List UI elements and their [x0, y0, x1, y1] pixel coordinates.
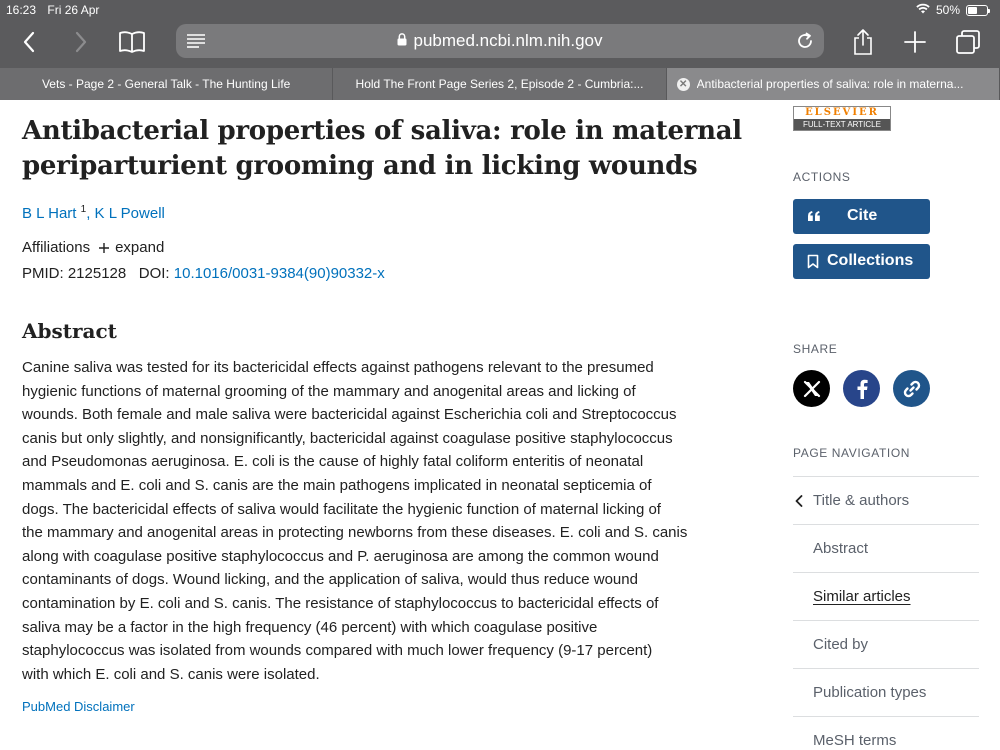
- affiliation-marker[interactable]: 1: [80, 204, 87, 215]
- page-content: [0, 100, 1000, 750]
- identifiers: [22, 265, 385, 282]
- abstract-line: contamination by E. coli and S. canis. The resistance of staphylococcus to bactericidal effects of: [22, 594, 659, 612]
- nav-title-authors[interactable]: [793, 476, 979, 524]
- nav-publication-types[interactable]: [793, 668, 979, 716]
- new-tab-button[interactable]: [898, 26, 932, 58]
- browser-toolbar: [0, 20, 1000, 66]
- bookmarks-button[interactable]: [115, 26, 149, 58]
- share-icon: [852, 28, 874, 56]
- abstract-line: Canine saliva was tested for its bactericidal effects against pathogens relevant to the presumed: [22, 359, 654, 376]
- tab-bar: [0, 68, 1000, 100]
- battery-percent: 50%: [935, 3, 960, 17]
- abstract-line: wounds. Both female and male saliva were bactericidal against Escherichia coli and Streptococcus: [22, 406, 677, 424]
- abstract-line: with which E. coli and S. canis were isolated.: [22, 665, 320, 683]
- cite-label: Cite: [847, 207, 878, 224]
- abstract-line: canis but only slightly, and nonsignificantly, bactericidal against coagulase positive staphylococcus: [22, 429, 673, 447]
- author-link[interactable]: K L Powell: [94, 205, 165, 222]
- article-title: Antibacterial properties of saliva: role in maternal periparturient grooming and in licking wounds: [22, 116, 742, 181]
- nav-label: Cited by: [813, 636, 869, 653]
- share-heading: SHARE: [793, 342, 838, 356]
- affiliations-row: [22, 239, 164, 256]
- chevron-left-icon: [795, 494, 803, 511]
- nav-label: Title & authors: [813, 492, 910, 509]
- plus-icon: [98, 242, 110, 254]
- status-time: 16:23: [6, 3, 37, 17]
- forward-button[interactable]: [64, 26, 98, 58]
- elsevier-logo-text: ELSEVIER: [805, 107, 879, 118]
- abstract-heading: Abstract: [22, 319, 117, 343]
- collections-button[interactable]: [793, 244, 930, 279]
- nav-label: MeSH terms: [813, 732, 897, 749]
- battery-icon: [966, 5, 988, 16]
- nav-label: Similar articles: [813, 588, 911, 605]
- book-icon: [118, 30, 146, 54]
- elsevier-full-text-link[interactable]: [793, 106, 891, 131]
- copy-permalink-button[interactable]: [893, 370, 930, 407]
- x-logo-icon: [803, 380, 821, 398]
- tab-hold-front-page[interactable]: [333, 68, 666, 100]
- tab-label: Antibacterial properties of saliva: role in materna...: [696, 77, 964, 91]
- chevron-left-icon: [22, 31, 36, 53]
- lock-icon: [397, 31, 407, 51]
- doi-link[interactable]: 10.1016/0031-9384(90)90332-x: [173, 265, 385, 282]
- address-bar[interactable]: [176, 24, 824, 58]
- status-bar: [0, 0, 1000, 20]
- tabs-overview-button[interactable]: [951, 26, 985, 58]
- close-tab-icon[interactable]: ✕: [677, 78, 690, 91]
- bookmark-icon: [807, 254, 819, 274]
- share-on-x-button[interactable]: [793, 370, 830, 407]
- expand-label: expand: [115, 239, 165, 256]
- facebook-icon: [856, 379, 868, 399]
- abstract-line: dogs. The bactericidal effects of saliva would facilitate the hygienic function of maternal licking of: [22, 500, 661, 518]
- nav-label: Publication types: [813, 684, 927, 701]
- cite-button[interactable]: [793, 199, 930, 234]
- abstract-line: and Pseudomonas aeruginosa. E. coli is the cause of highly fatal coliform enteritis of neonatal: [22, 453, 644, 471]
- abstract-line: mammals and E. coli and S. canis are the main pathogens implicated in neonatal septicemia of: [22, 476, 652, 494]
- back-button[interactable]: [12, 26, 46, 58]
- nav-mesh-terms[interactable]: [793, 716, 979, 750]
- pubmed-disclaimer-link[interactable]: PubMed Disclaimer: [22, 699, 135, 714]
- full-text-label: FULL-TEXT ARTICLE: [794, 119, 890, 130]
- tab-antibacterial-saliva[interactable]: [667, 68, 1000, 100]
- quote-icon: [807, 209, 821, 227]
- doi-label: DOI:: [138, 265, 170, 282]
- abstract-text: [22, 356, 734, 686]
- abstract-line: saliva may be a factor in the high frequency (46 percent) with which coagulase positive: [22, 618, 598, 636]
- pmid: PMID: 2125128: [22, 265, 127, 282]
- author-separator: ,: [86, 205, 95, 222]
- abstract-line: the mammary and anogenital areas in protecting newborns from these diseases. E. coli and S. canis: [22, 524, 688, 542]
- browser-chrome: [0, 0, 1000, 100]
- abstract-line: staphylococcus was isolated from wounds compared with much lower frequency (9-17 percent): [22, 642, 653, 660]
- share-button[interactable]: [846, 26, 880, 58]
- tabs-icon: [955, 29, 981, 55]
- tab-label: Vets - Page 2 - General Talk - The Hunting Life: [41, 77, 291, 91]
- page-navigation: [793, 476, 979, 750]
- nav-abstract[interactable]: [793, 524, 979, 572]
- abstract-line: hygienic functions of maternal grooming of the mammary and anogenital areas and licking of: [22, 382, 636, 400]
- abstract-line: contaminants of dogs. Wound licking, and the application of saliva, would thus reduce wound: [22, 571, 638, 589]
- affiliations-expand-button[interactable]: [98, 239, 164, 256]
- page-navigation-heading: PAGE NAVIGATION: [793, 446, 911, 460]
- link-icon: [902, 379, 922, 399]
- status-date: Fri 26 Apr: [47, 3, 100, 17]
- share-on-facebook-button[interactable]: [843, 370, 880, 407]
- wifi-icon: [916, 3, 930, 17]
- author-link[interactable]: B L Hart: [22, 205, 77, 222]
- affiliations-label: Affiliations: [22, 239, 91, 256]
- nav-similar-articles[interactable]: [793, 572, 979, 620]
- plus-icon: [903, 30, 927, 54]
- tab-label: Hold The Front Page Series 2, Episode 2 - Cumbria:...: [355, 77, 644, 91]
- tab-hunting-life[interactable]: [0, 68, 333, 100]
- reload-icon[interactable]: [796, 32, 814, 55]
- chevron-right-icon: [74, 31, 88, 53]
- nav-cited-by[interactable]: [793, 620, 979, 668]
- actions-heading: ACTIONS: [793, 170, 851, 184]
- abstract-line: along with coagulase positive staphylococcus and P. aeruginosa are among the common wound: [22, 547, 659, 565]
- collections-label: Collections: [827, 252, 914, 269]
- url-text: pubmed.ncbi.nlm.nih.gov: [413, 31, 603, 50]
- nav-label: Abstract: [813, 540, 869, 557]
- author-list: [22, 204, 165, 222]
